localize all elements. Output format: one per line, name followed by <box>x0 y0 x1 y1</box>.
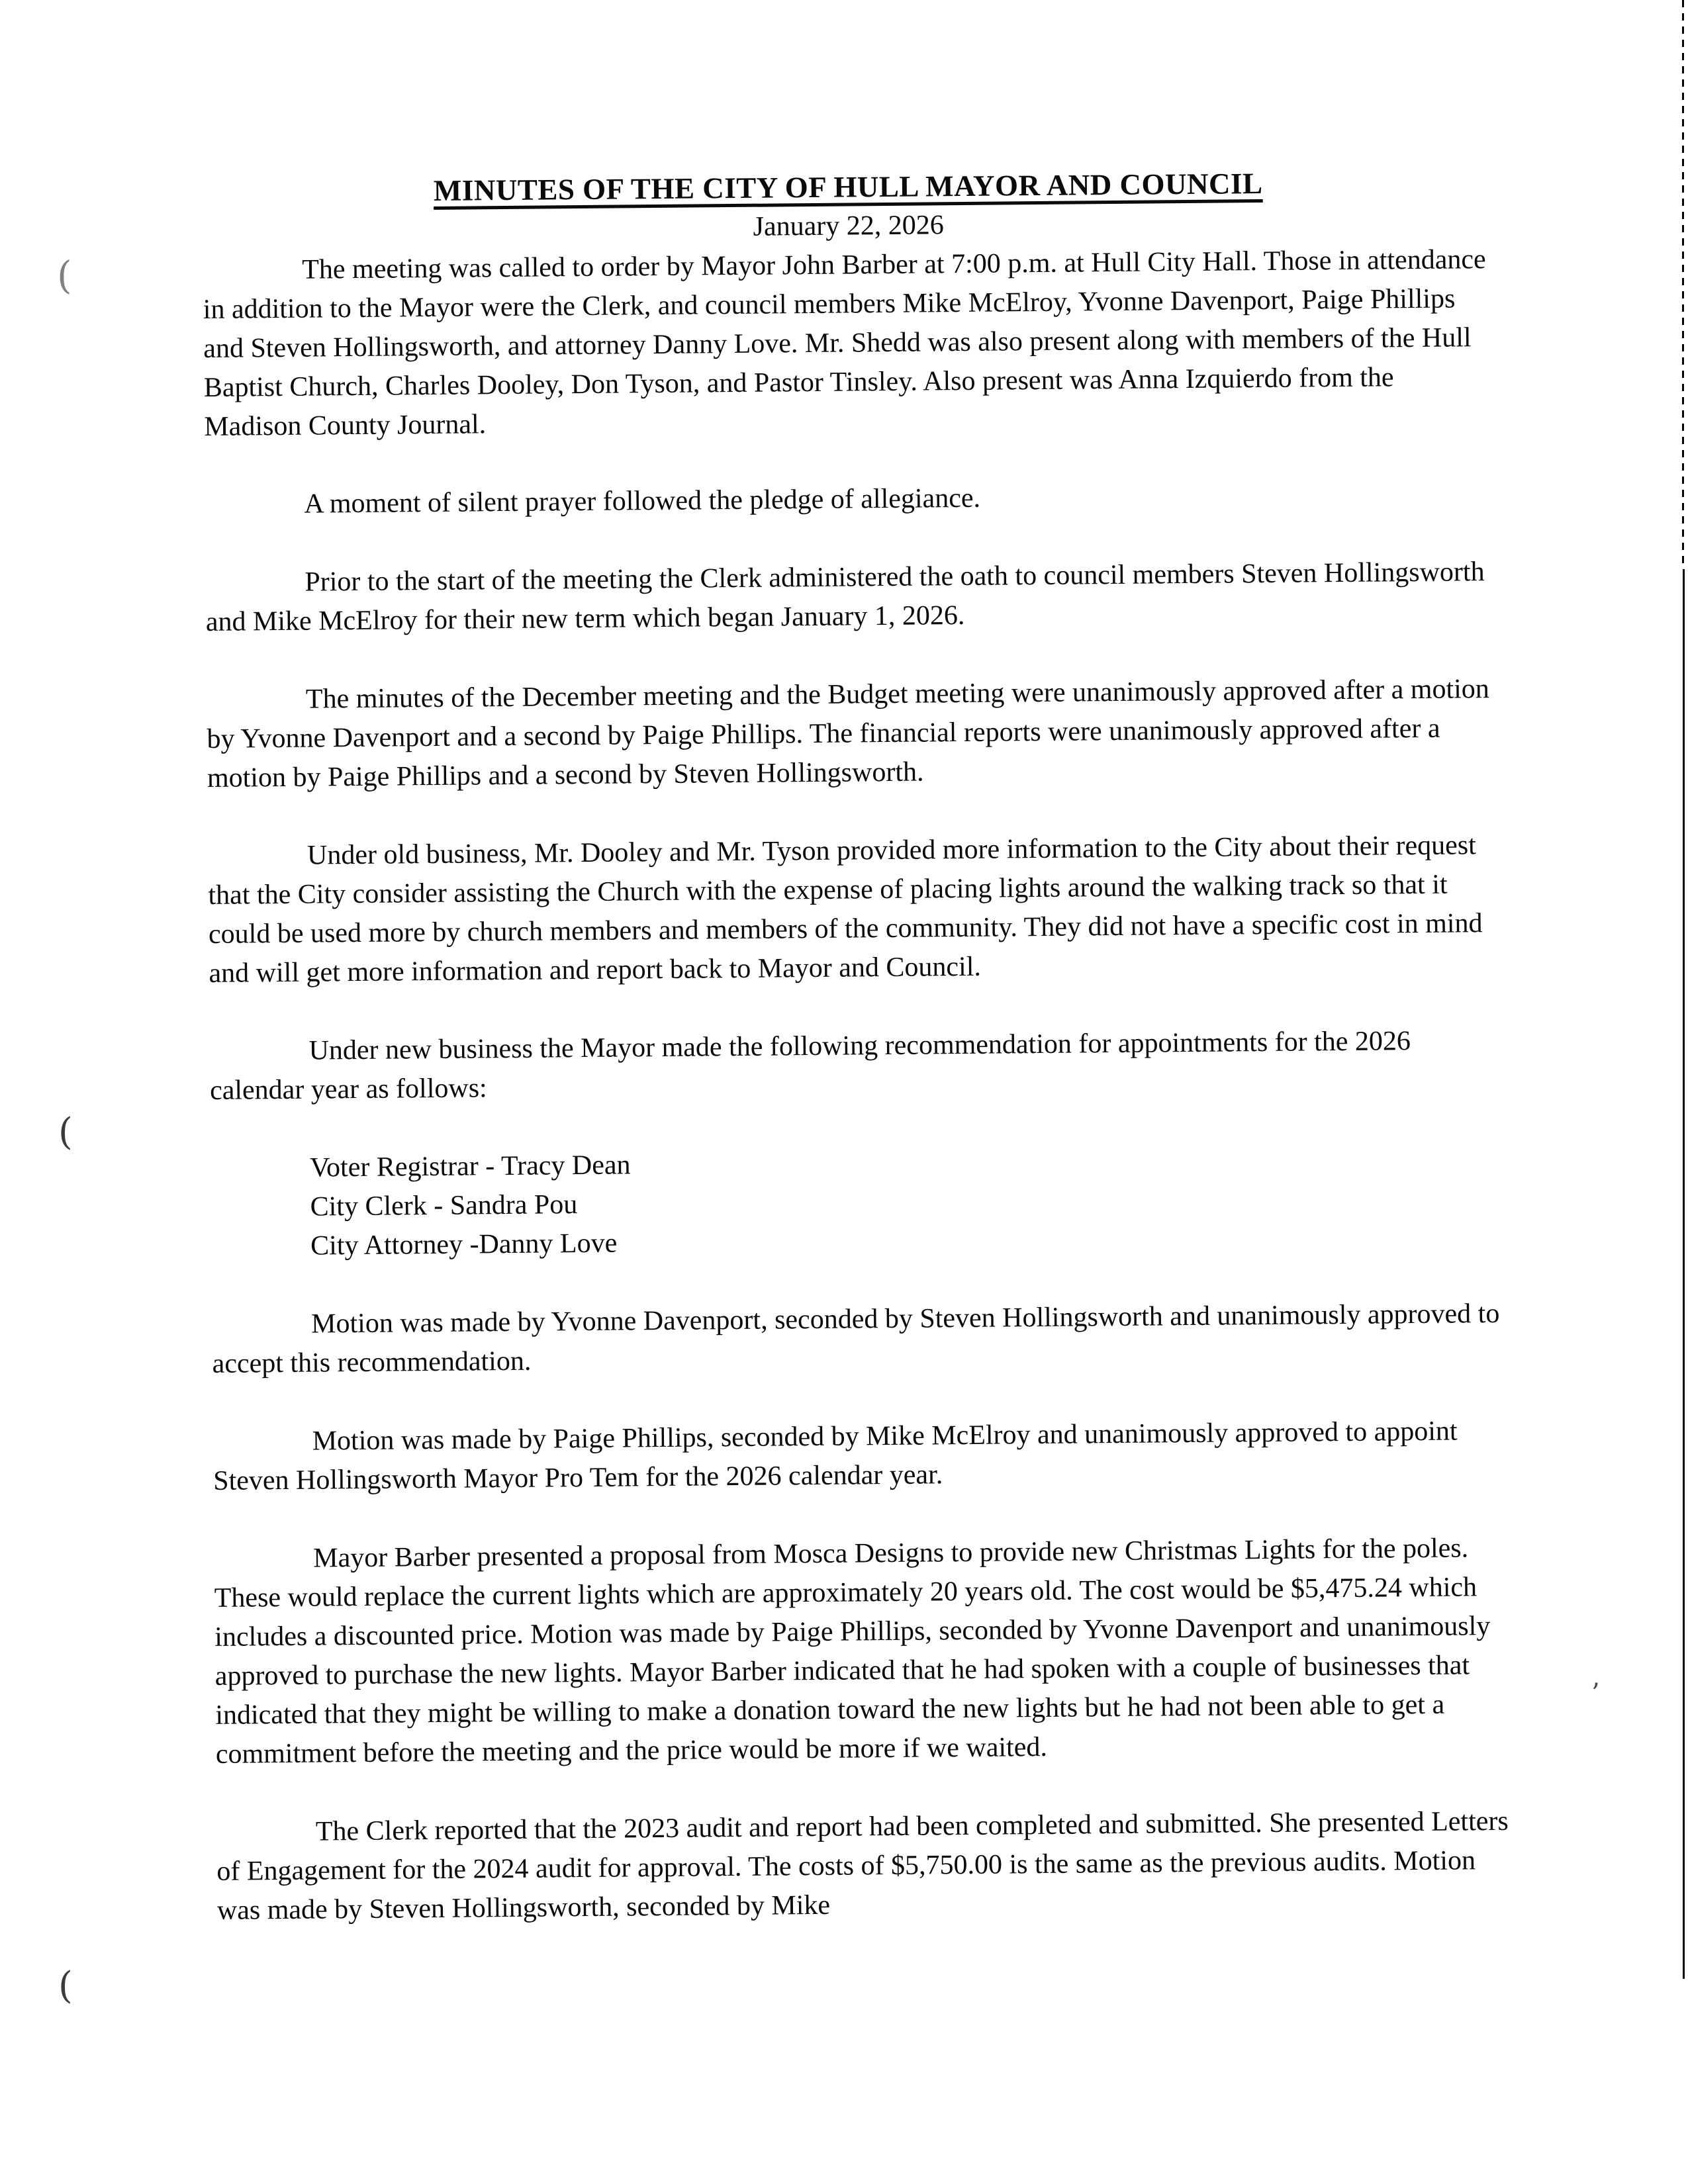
scan-edge-line-solid <box>1683 569 1685 1979</box>
paragraph-christmas-lights: Mayor Barber presented a proposal from Mosca Designs to provide new Christmas Lights for the poles. These would replace the current lights which are approximately 20 years old. The cost would be $5,475.24 which includes a discounted price. Motion was made by Paige Phillips, seconded by Yvonne Davenport and unanimously approved to purchase the new lights. Mayor Barber indicated that he had spoken with a couple of businesses that indicated that they might be willing to make a donation toward the new lights but he had not been able to get a commitment before the meeting and the price would be more if we waited. <box>214 1533 1491 1770</box>
paragraph-motion-mayor-pro-tem: Motion was made by Paige Phillips, seconded by Mike McElroy and unanimously approved to appoint Steven Hollingsworth Mayor Pro Tem for the 2026 calendar year. <box>213 1416 1458 1496</box>
document-date: January 22, 2026 <box>753 210 944 242</box>
appointment-city-clerk: City Clerk - Sandra Pou <box>310 1189 578 1222</box>
scan-artifact-paren-middle: ( <box>58 1111 73 1154</box>
document-body <box>203 240 1509 1931</box>
paragraph-call-to-order: The meeting was called to order by Mayor John Barber at 7:00 p.m. at Hull City Hall. Those in attendance in addition to the Mayor were the Clerk, and council members Mike McElroy, Yvonne Davenport, Paige Phillips and Steven Hollingsworth, and attorney Danny Love. Mr. Shedd was also present along with members of the Hull Baptist Church, Charles Dooley, Don Tyson, and Pastor Tinsley. Also present was Anna Izquierdo from the Madison County Journal. <box>203 244 1486 442</box>
paragraph-oath: Prior to the start of the meeting the Clerk administered the oath to council members Steven Hollingsworth and Mike McElroy for their new term which began January 1, 2026. <box>205 557 1485 637</box>
paragraph-silent-prayer: A moment of silent prayer followed the pledge of allegiance. <box>304 482 981 520</box>
document-title: MINUTES OF THE CITY OF HULL MAYOR AND COUNCIL <box>433 167 1263 207</box>
paragraph-audit-report: The Clerk reported that the 2023 audit and report had been completed and submitted. She presented Letters of Engagement for the 2024 audit for approval. The costs of $5,750.00 is the same as the previous audits. Motion was made by Steven Hollingsworth, seconded by Mike <box>216 1805 1509 1926</box>
appointment-voter-registrar: Voter Registrar - Tracy Dean <box>309 1150 631 1183</box>
scan-edge-line-dashed <box>1682 0 1684 569</box>
paragraph-minutes-approval: The minutes of the December meeting and the Budget meeting were unanimously approved after a motion by Yvonne Davenport and a second by Paige Phillips. The financial reports were unanimously approved after a motion by Paige Phillips and a second by Steven Hollingsworth. <box>207 674 1490 794</box>
paragraph-new-business: Under new business the Mayor made the following recommendation for appointments for the 2026 calendar year as follows: <box>209 1026 1411 1106</box>
appointments-list <box>211 1138 1503 1267</box>
scan-artifact-speck: ’ <box>1591 1678 1600 1709</box>
document-content <box>202 162 1510 1970</box>
paragraph-old-business: Under old business, Mr. Dooley and Mr. Tyson provided more information to the City about their request that the City consider assisting the Church with the expense of placing lights around the walking track so that it could be used more by church members and members of the community. They did not have a specific cost in mind and will get more information and report back to Mayor and Council. <box>208 830 1483 989</box>
appointment-city-attorney: City Attorney -Danny Love <box>310 1228 618 1261</box>
paragraph-motion-recommendation: Motion was made by Yvonne Davenport, seconded by Steven Hollingsworth and unanimously approved to accept this recommendation. <box>212 1298 1500 1379</box>
scan-artifact-paren-bottom: ( <box>58 1964 73 2007</box>
scan-artifact-paren-top: ( <box>57 253 72 298</box>
